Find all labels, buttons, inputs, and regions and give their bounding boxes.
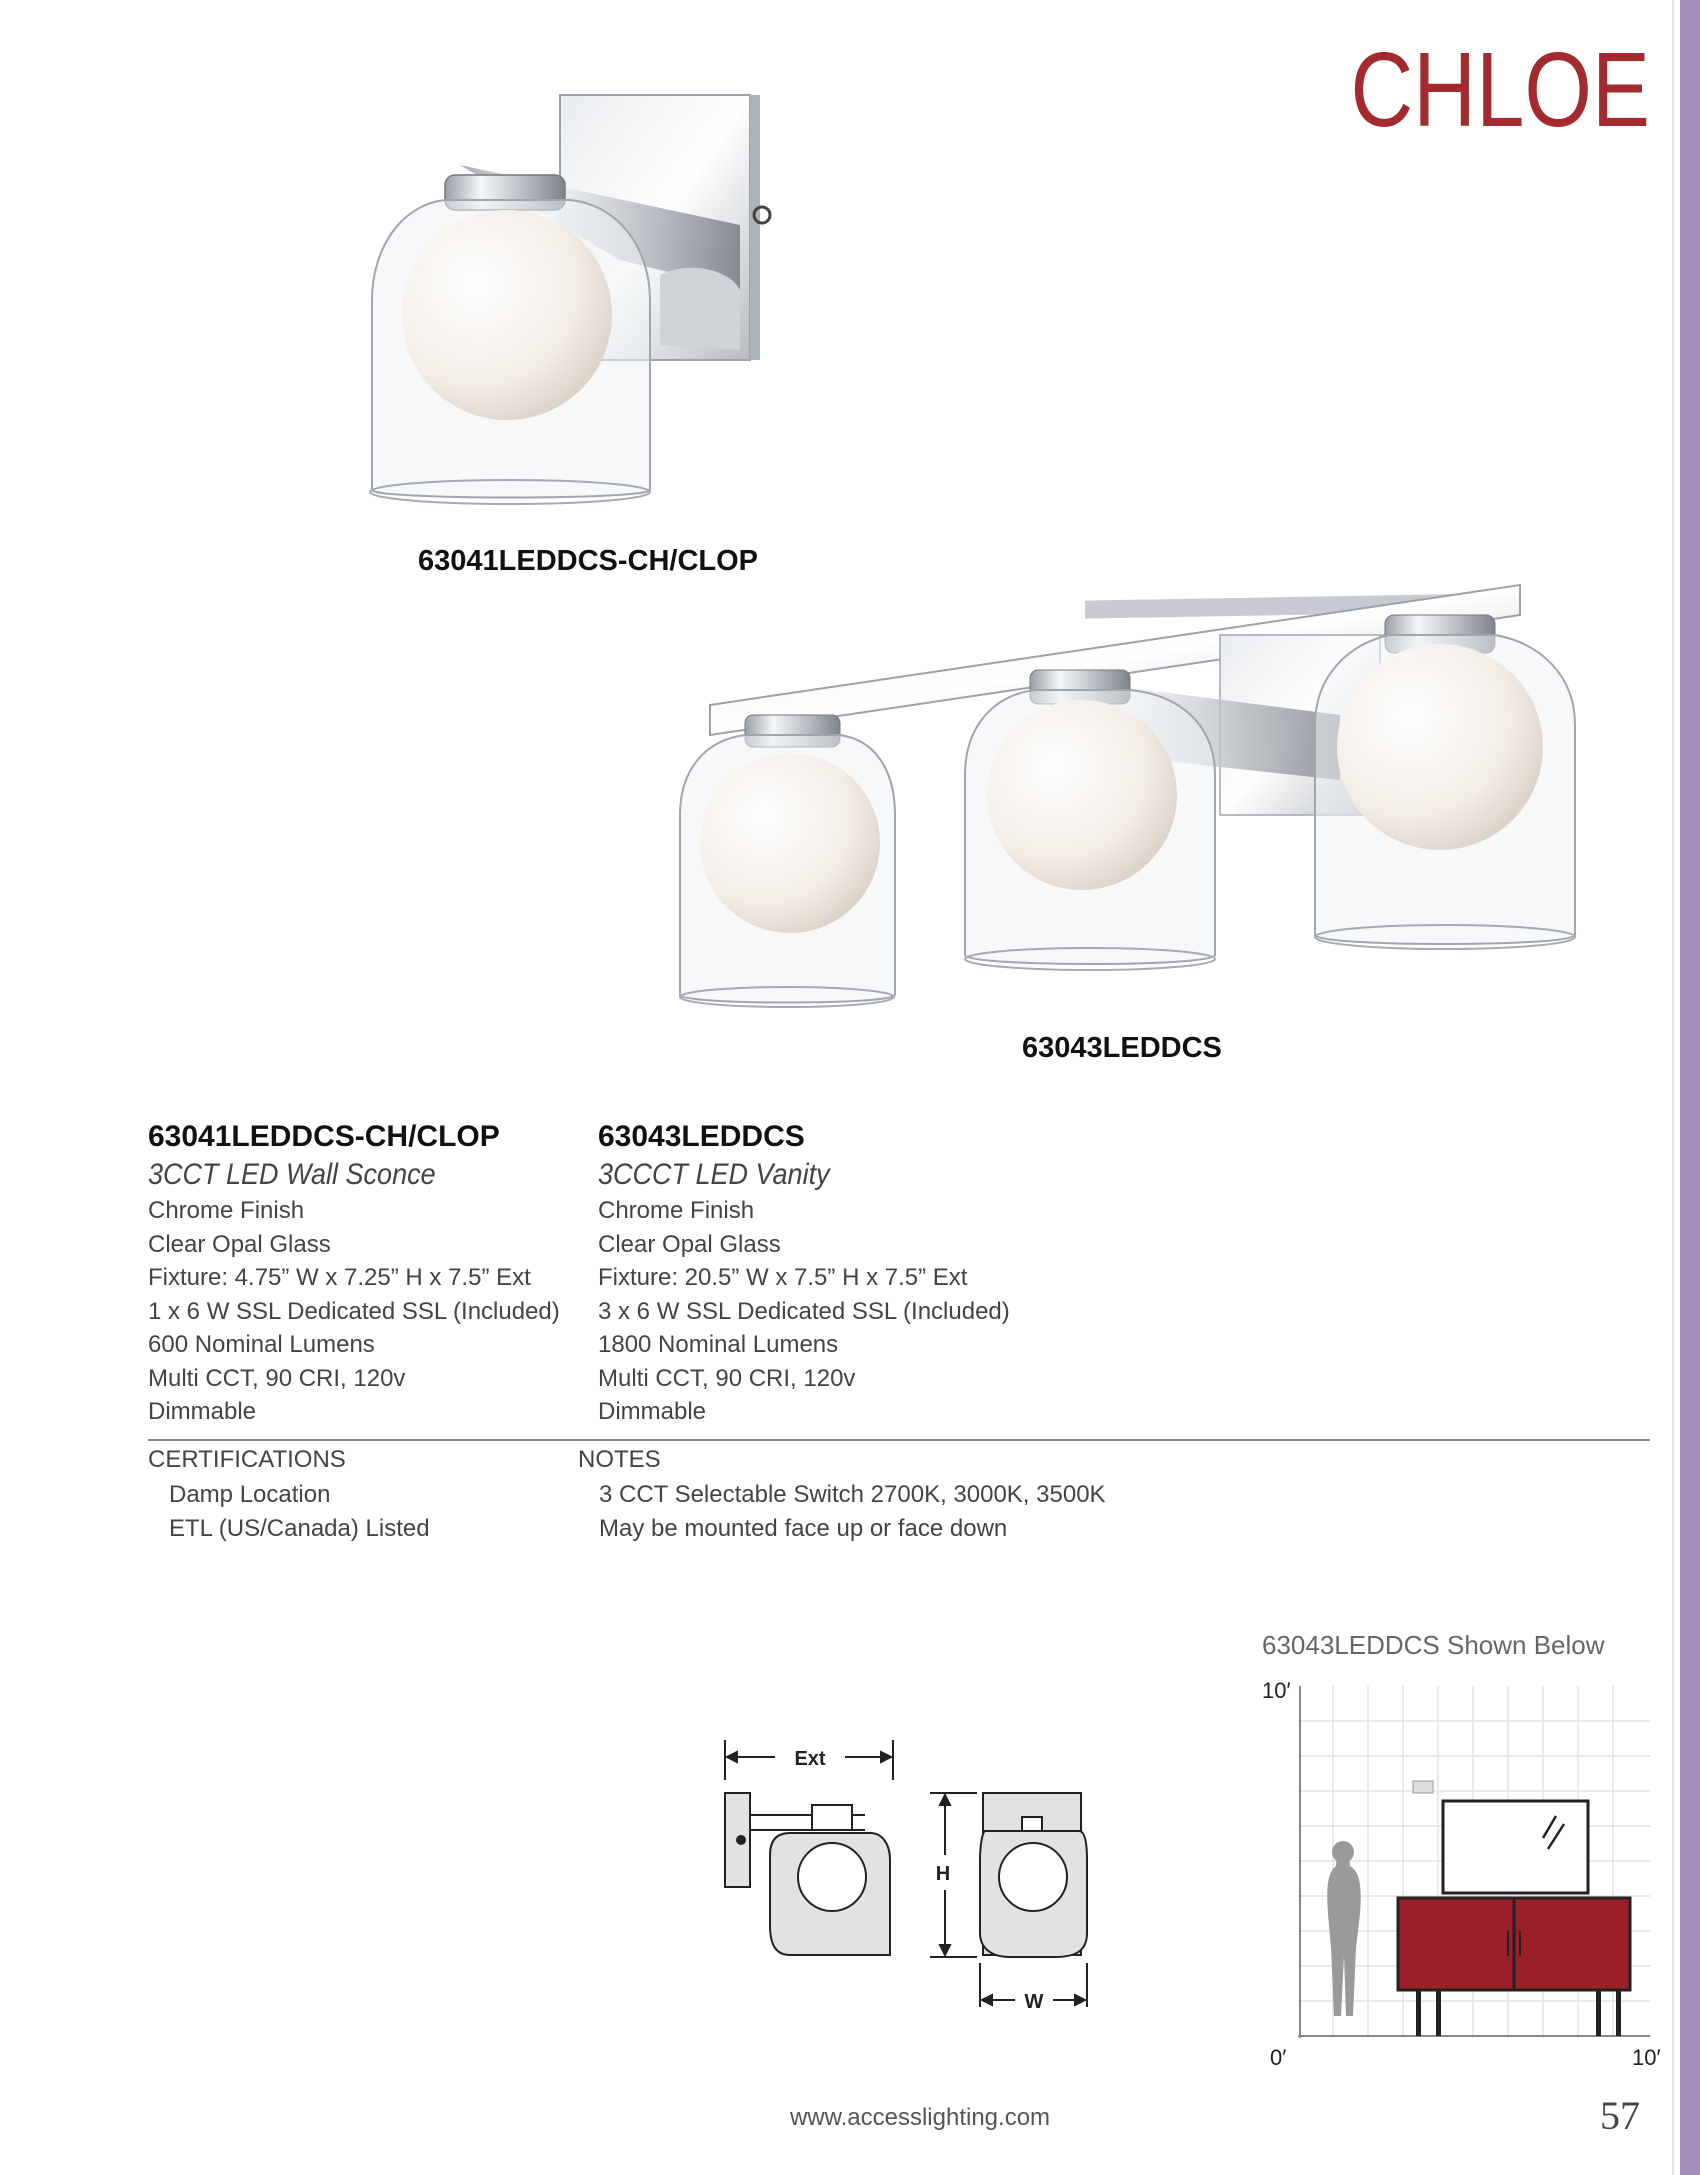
spec-line: Clear Opal Glass	[148, 1230, 331, 1258]
scale-bottom-right-label: 10′	[1632, 2045, 1661, 2070]
spec-line: Chrome Finish	[598, 1197, 755, 1224]
sconce-product-image	[360, 90, 820, 510]
spec-line: Clear Opal Glass	[598, 1230, 781, 1258]
note-item: 3 CCT Selectable Switch 2700K, 3000K, 3500K	[599, 1481, 1106, 1508]
scale-bottom-left-label: 0′	[1270, 2045, 1287, 2070]
spec-model: 63041LEDDCS-CH/CLOP	[148, 1120, 500, 1153]
spec-type: 3CCT LED Wall Sconce	[148, 1158, 436, 1191]
certifications-section	[148, 1446, 430, 1545]
sconce-image-caption: 63041LEDDCS-CH/CLOP	[418, 545, 759, 577]
height-label: H	[935, 1863, 951, 1885]
spec-line: Multi CCT, 90 CRI, 120v	[598, 1364, 856, 1392]
spec-type: 3CCCT LED Vanity	[598, 1158, 830, 1191]
spec-line: 3 x 6 W SSL Dedicated SSL (Included)	[598, 1297, 1010, 1325]
side-accent-bar	[1680, 0, 1700, 2175]
certification-item: ETL (US/Canada) Listed	[169, 1514, 430, 1542]
vanity-image-caption: 63043LEDDCS	[1022, 1032, 1222, 1064]
spec-line: 1 x 6 W SSL Dedicated SSL (Included)	[148, 1297, 560, 1325]
spec-line: Fixture: 4.75” W x 7.25” H x 7.5” Ext	[148, 1264, 531, 1291]
width-label: W	[1024, 1991, 1044, 2013]
spec-line: Fixture: 20.5” W x 7.5” H x 7.5” Ext	[598, 1264, 968, 1291]
scale-top-label: 10′	[1262, 1678, 1291, 1703]
page-number: 57	[1600, 2093, 1640, 2138]
spec-line: Dimmable	[598, 1398, 707, 1425]
section-divider	[148, 1439, 1650, 1441]
vanity-spec-block	[598, 1120, 1038, 1429]
vanity-light-icon	[1413, 1781, 1433, 1793]
scale-diagram	[1298, 1686, 1650, 2038]
spec-line: Chrome Finish	[148, 1197, 305, 1224]
certification-item: Damp Location	[169, 1481, 331, 1508]
spec-line: Dimmable	[148, 1398, 257, 1425]
dimension-diagram	[715, 1735, 1095, 2030]
vanity-mirror	[1443, 1801, 1588, 1893]
spec-line: 1800 Nominal Lumens	[598, 1331, 839, 1358]
note-item: May be mounted face up or face down	[599, 1514, 1008, 1542]
spec-line: Multi CCT, 90 CRI, 120v	[148, 1364, 406, 1392]
side-divider	[1672, 0, 1674, 2175]
certifications-heading: CERTIFICATIONS	[148, 1446, 346, 1473]
collection-title: CHLOE	[1350, 31, 1650, 149]
spec-model: 63043LEDDCS	[598, 1120, 805, 1153]
notes-section	[578, 1446, 1106, 1545]
footer-url[interactable]: www.accesslighting.com	[789, 2104, 1051, 2131]
sconce-spec-block	[148, 1120, 588, 1429]
vanity-product-image	[650, 575, 1590, 1015]
notes-heading: NOTES	[578, 1446, 661, 1473]
spec-line: 600 Nominal Lumens	[148, 1331, 375, 1358]
ext-label: Ext	[794, 1748, 826, 1770]
scale-diagram-title: 63043LEDDCS Shown Below	[1262, 1630, 1605, 1660]
